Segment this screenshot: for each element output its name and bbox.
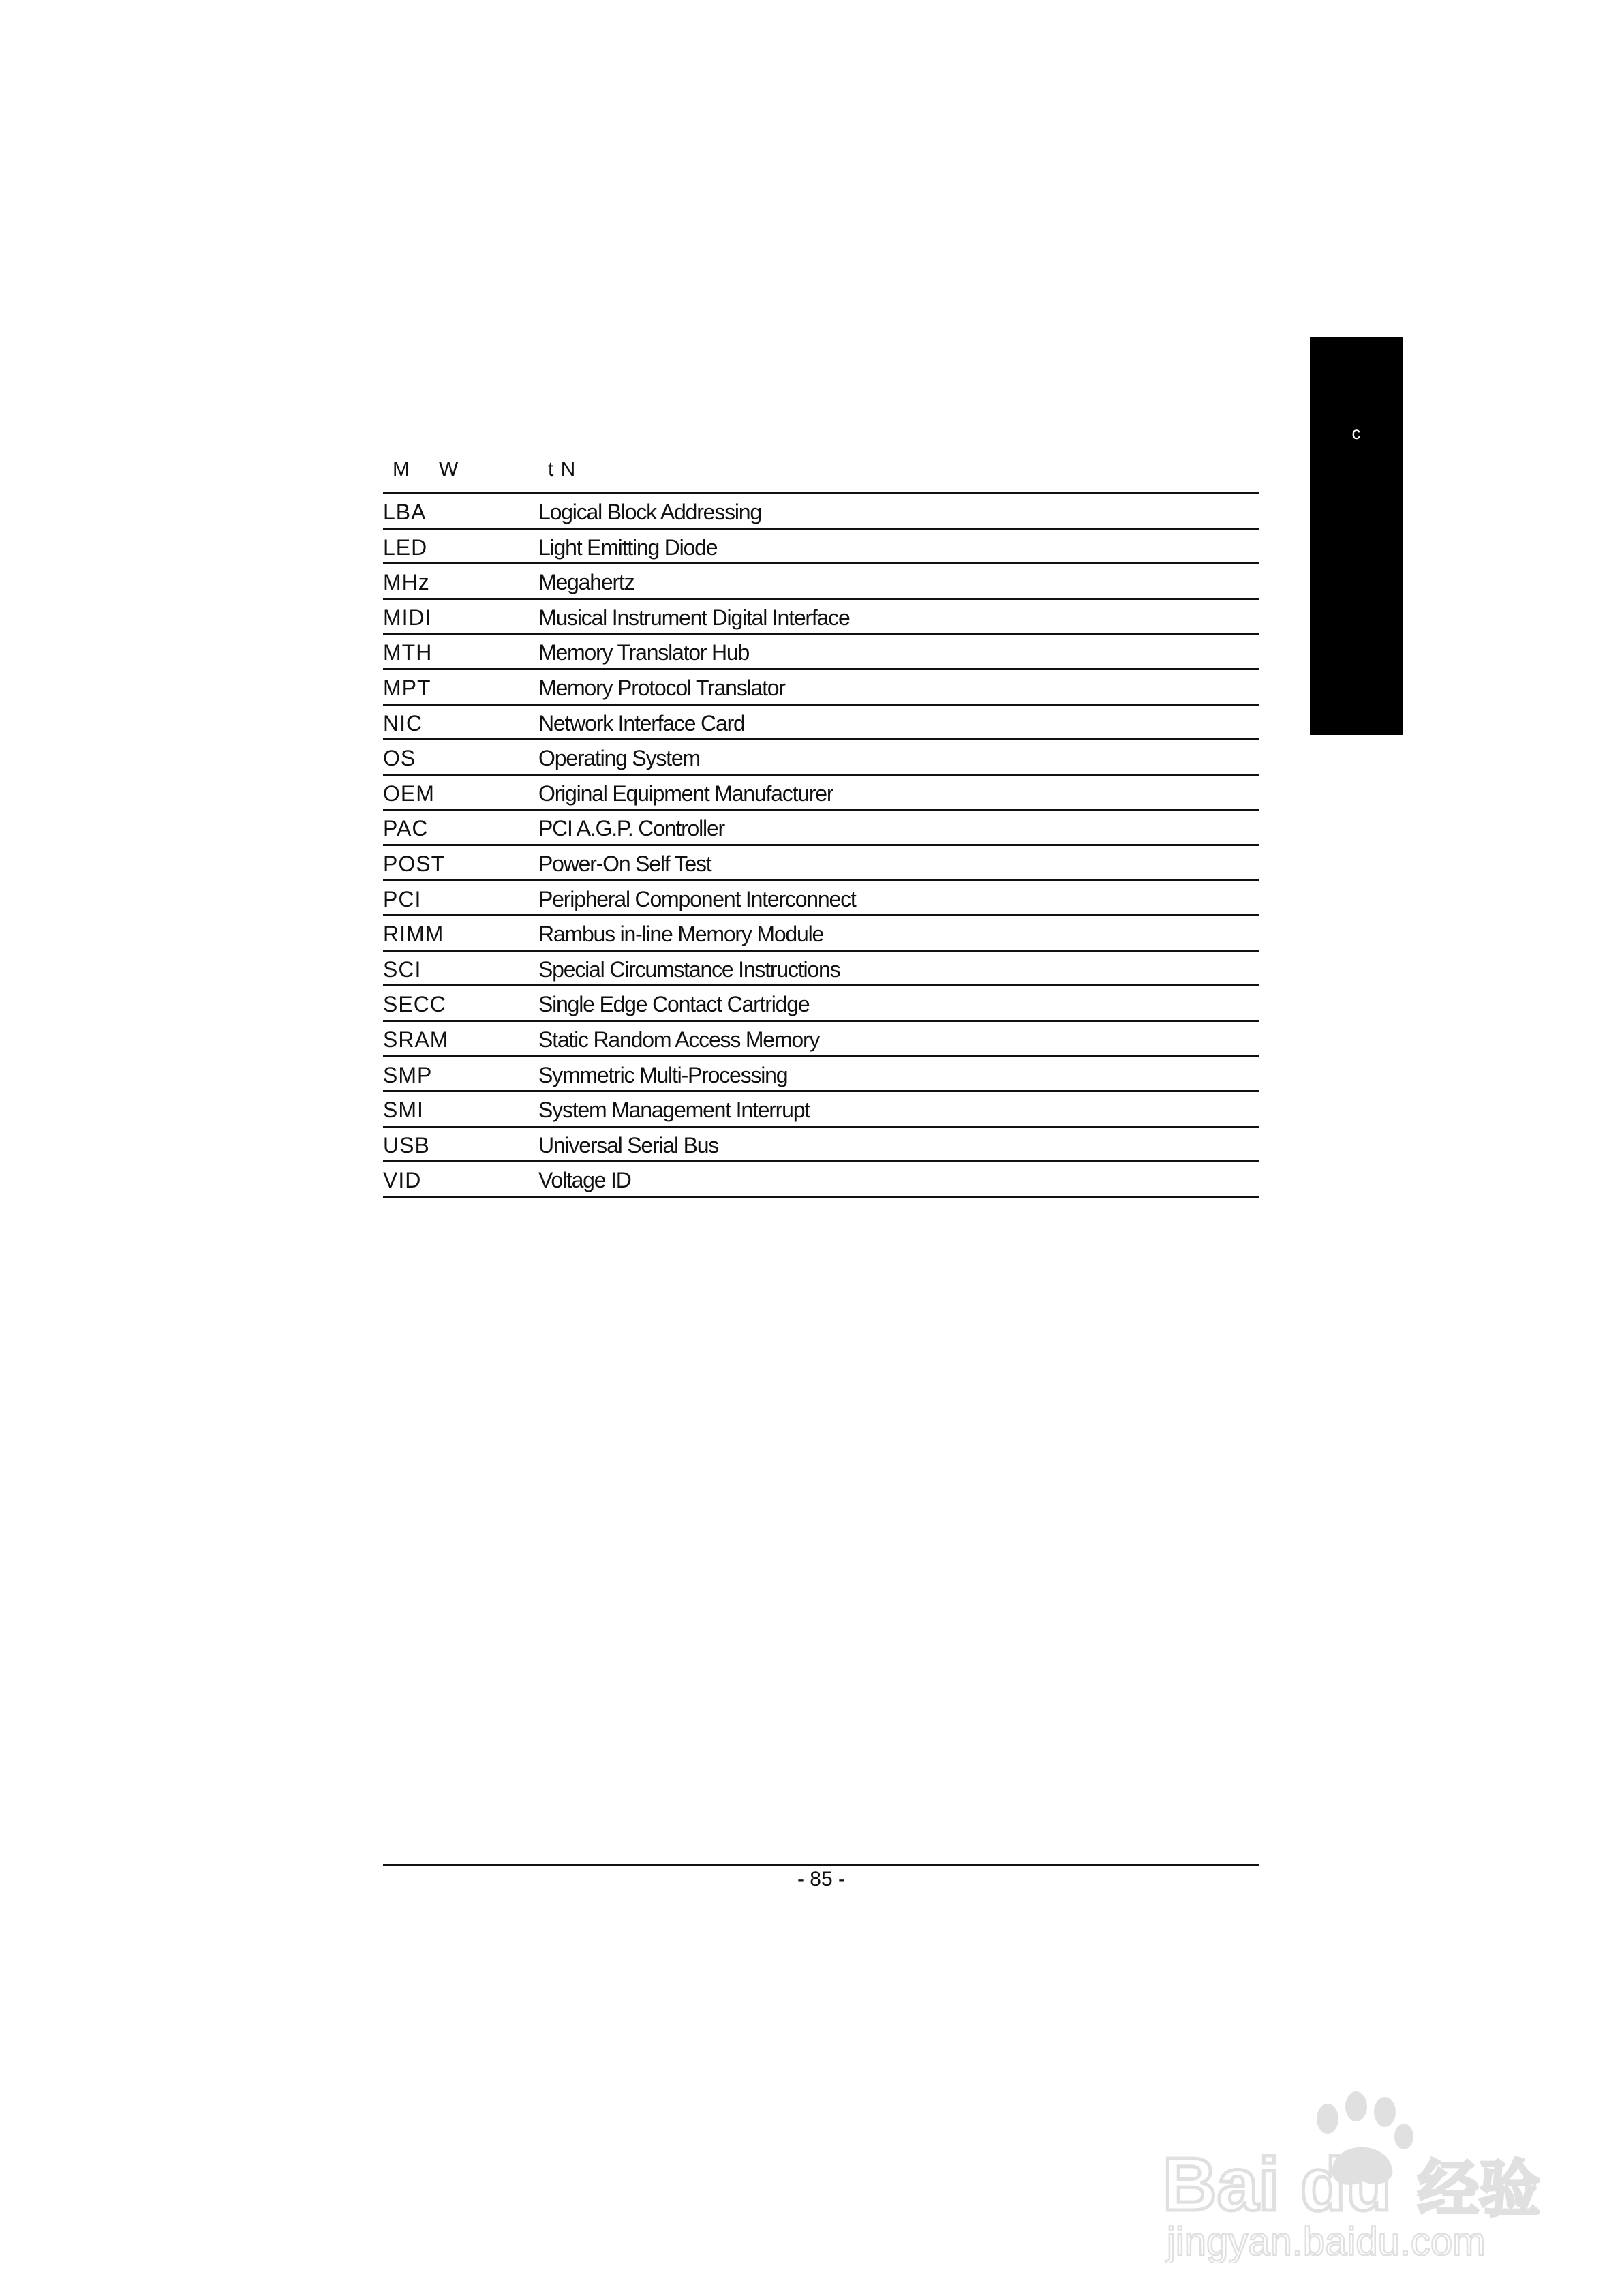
glossary-abbreviation: SCI — [383, 956, 422, 982]
glossary-abbreviation: OS — [383, 746, 416, 771]
glossary-abbreviation: LED — [383, 534, 428, 560]
glossary-meaning: Megahertz — [538, 570, 634, 595]
glossary-meaning: Network Interface Card — [538, 710, 745, 736]
glossary-abbreviation: MIDI — [383, 605, 432, 630]
glossary-row — [383, 1162, 1259, 1198]
glossary-meaning: Static Random Access Memory — [538, 1027, 820, 1052]
glossary-row — [383, 916, 1259, 952]
glossary-abbreviation: RIMM — [383, 922, 444, 947]
glossary-meaning: PCI A.G.P. Controller — [538, 816, 725, 841]
glossary-abbreviation: MTH — [383, 640, 433, 665]
glossary-abbreviation: LBA — [383, 500, 427, 524]
glossary-row — [383, 952, 1259, 987]
glossary-abbreviation: MHz — [383, 570, 430, 595]
glossary-row — [383, 986, 1259, 1022]
glossary-row — [383, 811, 1259, 846]
glossary-meaning: Light Emitting Diode — [538, 534, 718, 560]
glossary-row — [383, 1128, 1259, 1163]
glossary-row — [383, 600, 1259, 635]
glossary-row — [383, 1022, 1259, 1057]
glossary-abbreviation: SRAM — [383, 1027, 449, 1052]
glossary-meaning: Power-On Self Test — [538, 851, 711, 876]
header-col1-a: M — [393, 458, 410, 481]
glossary-header — [383, 455, 1259, 492]
glossary-meaning: Special Circumstance Instructions — [538, 956, 840, 982]
glossary-row — [383, 740, 1259, 776]
glossary-abbreviation: PAC — [383, 816, 429, 841]
glossary-meaning: Original Equipment Manufacturer — [538, 781, 833, 806]
glossary-abbreviation: PCI — [383, 886, 422, 911]
glossary-meaning: Rambus in-line Memory Module — [538, 922, 824, 947]
glossary-meaning: Symmetric Multi-Processing — [538, 1062, 788, 1087]
glossary-meaning: Peripheral Component Interconnect — [538, 886, 856, 911]
footer-divider — [383, 1864, 1259, 1866]
glossary-row — [383, 846, 1259, 881]
glossary-abbreviation: SMI — [383, 1098, 424, 1123]
glossary-row — [383, 494, 1259, 530]
glossary-abbreviation: OEM — [383, 781, 435, 806]
glossary-meaning: System Management Interrupt — [538, 1098, 810, 1123]
side-tab-label: c — [1351, 423, 1361, 443]
glossary-abbreviation: VID — [383, 1168, 422, 1193]
glossary-row — [383, 670, 1259, 706]
glossary-meaning: Voltage ID — [538, 1168, 631, 1193]
glossary-row — [383, 776, 1259, 811]
watermark-cn: 经验 — [1418, 2154, 1540, 2225]
glossary-row — [383, 1057, 1259, 1093]
glossary-abbreviation: MPT — [383, 675, 431, 700]
glossary-abbreviation: SMP — [383, 1062, 433, 1087]
glossary — [383, 455, 1259, 1198]
watermark-brand: Bai du — [1163, 2143, 1392, 2226]
glossary-row — [383, 530, 1259, 565]
page-number: - 85 - — [797, 1868, 846, 1890]
glossary-abbreviation: POST — [383, 851, 446, 876]
glossary-abbreviation: SECC — [383, 992, 446, 1017]
glossary-row — [383, 706, 1259, 741]
glossary-meaning: Operating System — [538, 746, 700, 771]
glossary-meaning: Memory Translator Hub — [538, 640, 750, 665]
glossary-row — [383, 1092, 1259, 1128]
glossary-meaning: Musical Instrument Digital Interface — [538, 605, 850, 630]
glossary-meaning: Single Edge Contact Cartridge — [538, 992, 810, 1017]
glossary-meaning: Universal Serial Bus — [538, 1132, 719, 1158]
baidu-jingyan-watermark — [1159, 2079, 1554, 2263]
glossary-meaning: Memory Protocol Translator — [538, 675, 785, 700]
glossary-row — [383, 635, 1259, 670]
glossary-row — [383, 564, 1259, 600]
watermark-url: jingyan.baidu.com — [1167, 2220, 1486, 2263]
glossary-row — [383, 881, 1259, 917]
glossary-meaning: Logical Block Addressing — [538, 500, 761, 524]
glossary-table — [383, 492, 1259, 1198]
glossary-abbreviation: NIC — [383, 710, 423, 736]
header-col2: t N — [548, 458, 577, 481]
glossary-abbreviation: USB — [383, 1132, 430, 1158]
header-col1-b: W — [439, 458, 459, 481]
side-chapter-tab — [1310, 337, 1403, 735]
